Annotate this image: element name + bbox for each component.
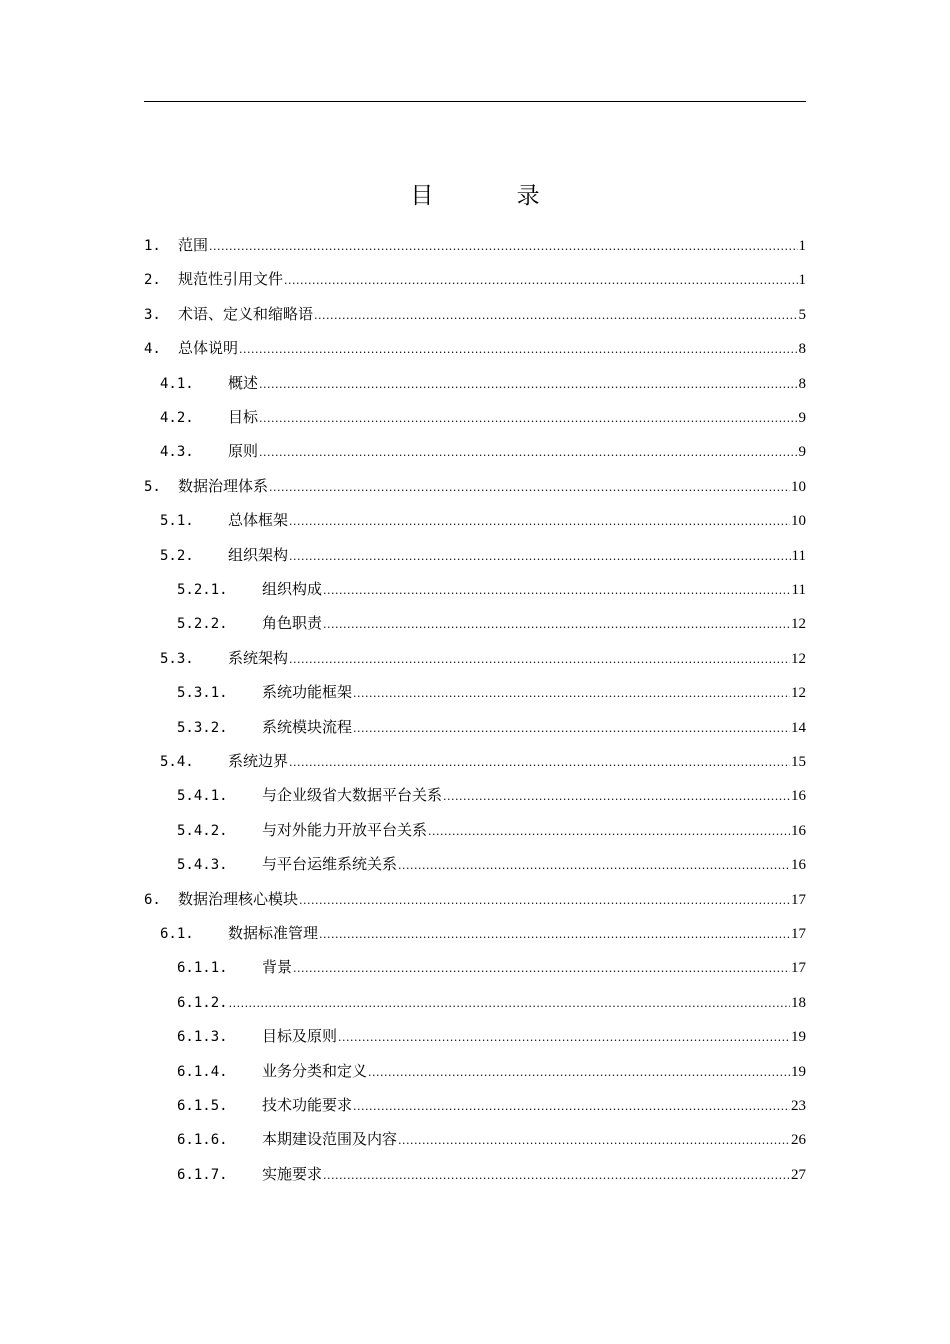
toc-entry[interactable] — [144, 233, 806, 257]
toc-entry[interactable] — [160, 439, 806, 463]
toc-entry[interactable] — [177, 1093, 806, 1117]
toc-entry-title: 目标及原则 — [262, 1027, 338, 1046]
toc-leader-dots — [289, 749, 790, 775]
toc-entry-title: 技术功能要求 — [262, 1096, 353, 1114]
toc-leader-dots — [323, 577, 791, 603]
toc-entry[interactable] — [160, 405, 806, 429]
toc-entry[interactable] — [144, 336, 806, 360]
toc-leader-dots — [368, 1059, 790, 1085]
toc-title: 目 录 — [410, 183, 578, 209]
toc-entry-title: 规范性引用文件 — [178, 270, 284, 289]
toc-entry[interactable] — [177, 680, 806, 704]
toc-entry-page: 9 — [798, 444, 806, 461]
toc-leader-dots — [323, 1162, 790, 1188]
toc-leader-dots — [209, 233, 797, 259]
toc-leader-dots — [428, 818, 790, 844]
toc-entry-page: 16 — [791, 822, 806, 839]
toc-entry-title: 原则 — [228, 442, 259, 461]
toc-leader-dots — [319, 921, 790, 947]
toc-entry-page: 12 — [791, 616, 806, 633]
toc-leader-dots — [259, 405, 797, 431]
toc-leader-dots — [259, 439, 797, 465]
toc-entry-title: 与对外能力开放平台关系 — [262, 820, 428, 839]
toc-entry-number: 3. — [144, 306, 161, 323]
toc-entry-page: 5 — [798, 306, 806, 323]
toc-entry-page: 15 — [791, 754, 806, 770]
toc-entry[interactable] — [177, 990, 806, 1014]
toc-entry[interactable] — [160, 543, 806, 567]
toc-entry-page: 10 — [791, 478, 806, 495]
toc-entry[interactable] — [144, 474, 806, 498]
toc-entry-title: 系统边界 — [228, 752, 289, 770]
toc-entry-number: 4.1. — [160, 375, 194, 392]
toc-entry-page: 19 — [791, 1063, 806, 1080]
toc-entry-page: 17 — [791, 926, 806, 942]
toc-entry-title: 术语、定义和缩略语 — [178, 304, 314, 323]
toc-entry[interactable] — [160, 921, 806, 945]
toc-entry-title: 总体框架 — [228, 511, 289, 530]
toc-entry-number: 5. — [144, 478, 161, 495]
toc-entry-page: 14 — [791, 719, 806, 736]
toc-entry[interactable] — [160, 749, 806, 773]
toc-entry-number: 5.2.2. — [177, 616, 228, 633]
toc-leader-dots — [289, 543, 791, 569]
toc-entry-number: 6.1.4. — [177, 1063, 228, 1080]
toc-leader-dots — [299, 887, 790, 913]
header-rule — [144, 101, 806, 102]
toc-entry-title: 组织架构 — [228, 545, 289, 564]
toc-entry-number: 5.3.2. — [177, 719, 228, 736]
toc-entry-number: 5.3.1. — [177, 685, 228, 702]
toc-entry-title: 与企业级省大数据平台关系 — [262, 786, 443, 805]
toc-entry-page: 19 — [791, 1029, 806, 1046]
toc-entry-number: 4.2. — [160, 410, 194, 426]
toc-entry-title: 数据标准管理 — [228, 924, 319, 942]
toc-entry-number: 5.4.3. — [177, 857, 228, 874]
toc-entry[interactable] — [177, 611, 806, 635]
toc-entry-title: 背景 — [262, 958, 293, 977]
toc-entry-title: 业务分类和定义 — [262, 1061, 368, 1080]
toc-leader-dots — [289, 646, 790, 672]
toc-entry[interactable] — [177, 783, 806, 807]
toc-entry[interactable] — [177, 818, 806, 842]
toc-entry-page: 11 — [791, 547, 806, 564]
toc-entry-number: 6.1.1. — [177, 960, 228, 977]
toc-entry-page: 12 — [791, 650, 806, 667]
toc-entry[interactable] — [160, 508, 806, 532]
toc-entry[interactable] — [177, 1162, 806, 1186]
toc-entry-title: 系统功能框架 — [262, 683, 353, 702]
toc-leader-dots — [293, 955, 790, 981]
toc-entry-number: 5.4. — [160, 754, 194, 770]
toc-entry[interactable] — [144, 887, 806, 911]
toc-entry[interactable] — [177, 577, 806, 601]
toc-entry-number: 5.4.2. — [177, 822, 228, 839]
toc-leader-dots — [229, 990, 790, 1016]
toc-entry[interactable] — [177, 1059, 806, 1083]
toc-entry-title: 数据治理核心模块 — [178, 889, 299, 908]
toc-entry-page: 10 — [791, 513, 806, 530]
toc-entry-number: 6. — [144, 891, 161, 908]
toc-leader-dots — [398, 1127, 790, 1153]
toc-entry-number: 5.4.1. — [177, 788, 228, 805]
toc-entry-page: 9 — [798, 410, 806, 426]
toc-entry[interactable] — [177, 955, 806, 979]
toc-entry-title: 数据治理体系 — [178, 476, 269, 495]
toc-entry[interactable] — [144, 302, 806, 326]
toc-entry-title: 目标 — [228, 408, 259, 426]
toc-entry-number: 6.1. — [160, 926, 194, 942]
toc-entry-number: 4.3. — [160, 444, 194, 461]
toc-entry[interactable] — [177, 1024, 806, 1048]
toc-entry-number: 6.1.2. — [177, 994, 228, 1011]
toc-entry-title: 范围 — [178, 236, 209, 254]
toc-entry-page: 8 — [798, 341, 806, 358]
toc-entry-page: 12 — [791, 685, 806, 702]
toc-entry-title: 总体说明 — [178, 339, 239, 358]
toc-entry-number: 2. — [144, 272, 161, 289]
toc-leader-dots — [269, 474, 790, 500]
toc-entry[interactable] — [160, 646, 806, 670]
toc-entry-page: 1 — [798, 272, 806, 289]
toc-entry-title: 与平台运维系统关系 — [262, 855, 398, 874]
toc-entry-number: 5.2. — [160, 547, 194, 564]
toc-entry-title: 组织构成 — [262, 580, 323, 598]
toc-entry-page: 23 — [791, 1098, 806, 1114]
toc-leader-dots — [289, 508, 790, 534]
toc-entry-page: 26 — [791, 1132, 806, 1149]
toc-entry-page: 11 — [791, 582, 806, 598]
toc-entry-title: 概述 — [228, 373, 259, 392]
toc-entry[interactable] — [177, 715, 806, 739]
toc-leader-dots — [443, 783, 790, 809]
toc-entry[interactable] — [177, 1127, 806, 1151]
toc-entry-title: 角色职责 — [262, 614, 323, 633]
toc-leader-dots — [284, 267, 797, 293]
toc-leader-dots — [323, 611, 790, 637]
toc-entry-number: 1. — [144, 238, 161, 254]
toc-entry-page: 27 — [791, 1166, 806, 1183]
toc-entry-number: 6.1.5. — [177, 1098, 228, 1114]
toc-entry[interactable] — [144, 267, 806, 291]
toc-leader-dots — [353, 715, 790, 741]
toc-entry-page: 16 — [791, 788, 806, 805]
toc-entry-page: 17 — [791, 960, 806, 977]
toc-entry-number: 5.3. — [160, 650, 194, 667]
toc-entry[interactable] — [160, 371, 806, 395]
toc-leader-dots — [259, 371, 797, 397]
toc-leader-dots — [314, 302, 797, 328]
toc-entry-page: 1 — [798, 238, 806, 254]
toc-entry-number: 6.1.7. — [177, 1166, 228, 1183]
toc-leader-dots — [353, 680, 790, 706]
toc-entry-number: 6.1.3. — [177, 1029, 228, 1046]
toc-entry-number: 5.2.1. — [177, 582, 228, 598]
toc-entry-title: 系统架构 — [228, 648, 289, 667]
toc-entry-number: 6.1.6. — [177, 1132, 228, 1149]
toc-entry-title: 本期建设范围及内容 — [262, 1130, 398, 1149]
toc-entry-page: 8 — [798, 375, 806, 392]
toc-leader-dots — [338, 1024, 790, 1050]
toc-entry-page: 17 — [791, 891, 806, 908]
toc-entry-number: 4. — [144, 341, 161, 358]
toc-leader-dots — [239, 336, 797, 362]
toc-entry-title: 实施要求 — [262, 1164, 323, 1183]
toc-entry-title: 系统模块流程 — [262, 717, 353, 736]
toc-leader-dots — [398, 852, 790, 878]
toc-entry-number: 5.1. — [160, 513, 194, 530]
toc-entry-page: 18 — [791, 994, 806, 1011]
toc-entry[interactable] — [177, 852, 806, 876]
toc-leader-dots — [353, 1093, 790, 1119]
toc-entry-page: 16 — [791, 857, 806, 874]
